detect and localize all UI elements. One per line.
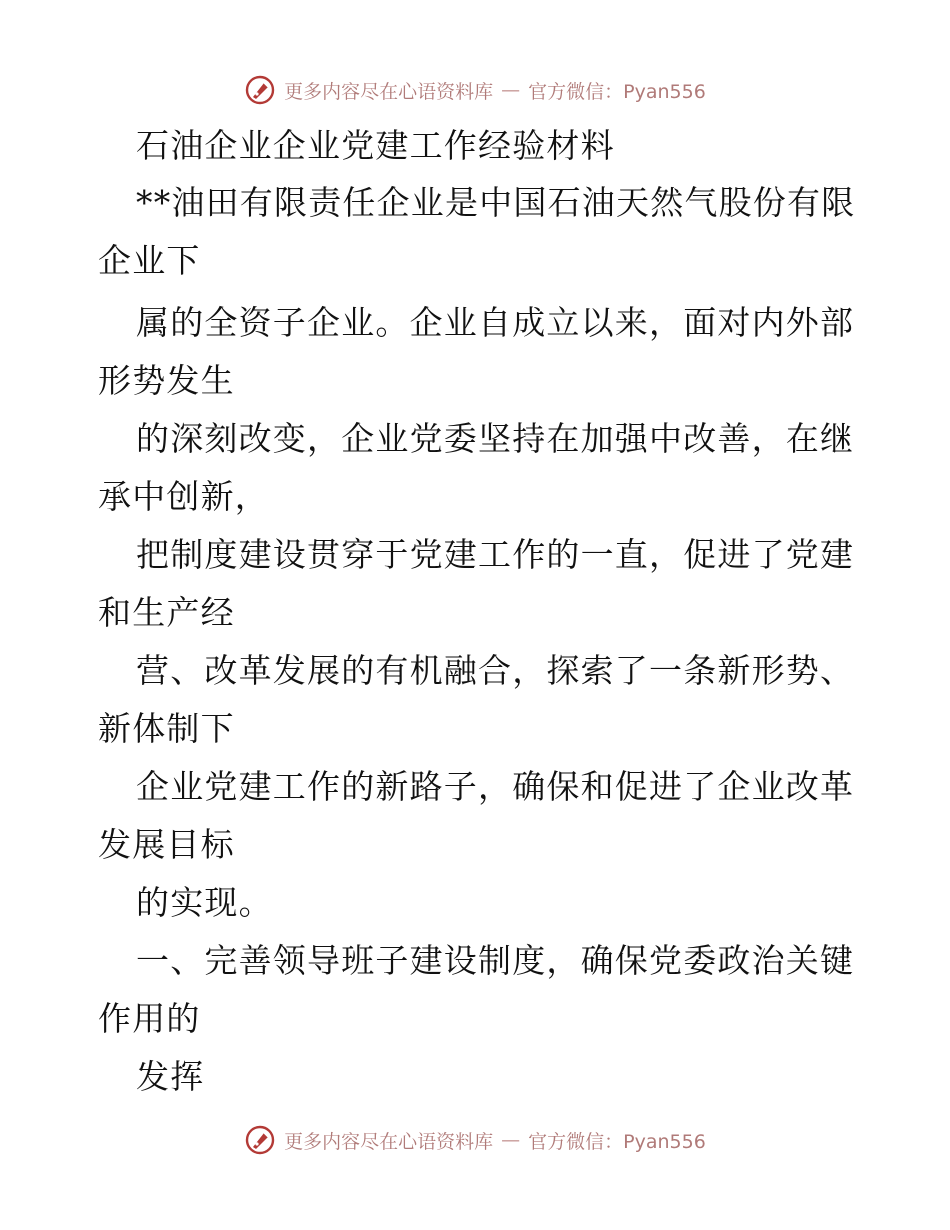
section-heading: 一、完善领导班子建设制度，确保党委政治关键 bbox=[136, 941, 855, 980]
watermark-separator: — bbox=[501, 1129, 521, 1151]
paragraph-line: 企业党建工作的新路子，确保和促进了企业改革 bbox=[136, 767, 855, 806]
watermark-contact: 官方微信：Pyan556 bbox=[528, 80, 706, 103]
paragraph-line: 作用的 bbox=[98, 999, 201, 1038]
paragraph-line: 把制度建设贯穿于党建工作的一直，促进了党建 bbox=[136, 535, 855, 574]
paragraph-line: **油田有限责任企业是中国石油天然气股份有限 bbox=[136, 183, 856, 222]
watermark-text: 更多内容尽在心语资料库 bbox=[284, 1130, 494, 1153]
footer-watermark bbox=[0, 1120, 950, 1160]
paragraph-line: 的实现。 bbox=[136, 883, 273, 922]
paragraph-line: 形势发生 bbox=[98, 361, 235, 400]
pen-nib-logo-icon bbox=[244, 1124, 276, 1156]
paragraph-line: 新体制下 bbox=[98, 709, 235, 748]
document-title: 石油企业企业党建工作经验材料 bbox=[136, 126, 615, 165]
paragraph-line: 和生产经 bbox=[98, 593, 235, 632]
pen-nib-logo-icon bbox=[244, 74, 276, 106]
paragraph-line: 的深刻改变，企业党委坚持在加强中改善，在继 bbox=[136, 419, 855, 458]
paragraph-line: 发展目标 bbox=[98, 825, 235, 864]
paragraph-line: 发挥 bbox=[136, 1057, 205, 1096]
watermark-contact: 官方微信：Pyan556 bbox=[528, 1130, 706, 1153]
header-watermark bbox=[0, 70, 950, 110]
paragraph-line: 企业下 bbox=[98, 241, 201, 280]
paragraph-line: 承中创新， bbox=[98, 477, 269, 516]
paragraph-line: 营、改革发展的有机融合，探索了一条新形势、 bbox=[136, 651, 855, 690]
watermark-separator: — bbox=[501, 79, 521, 101]
paragraph-line: 属的全资子企业。企业自成立以来，面对内外部 bbox=[136, 303, 855, 342]
watermark-text: 更多内容尽在心语资料库 bbox=[284, 80, 494, 103]
